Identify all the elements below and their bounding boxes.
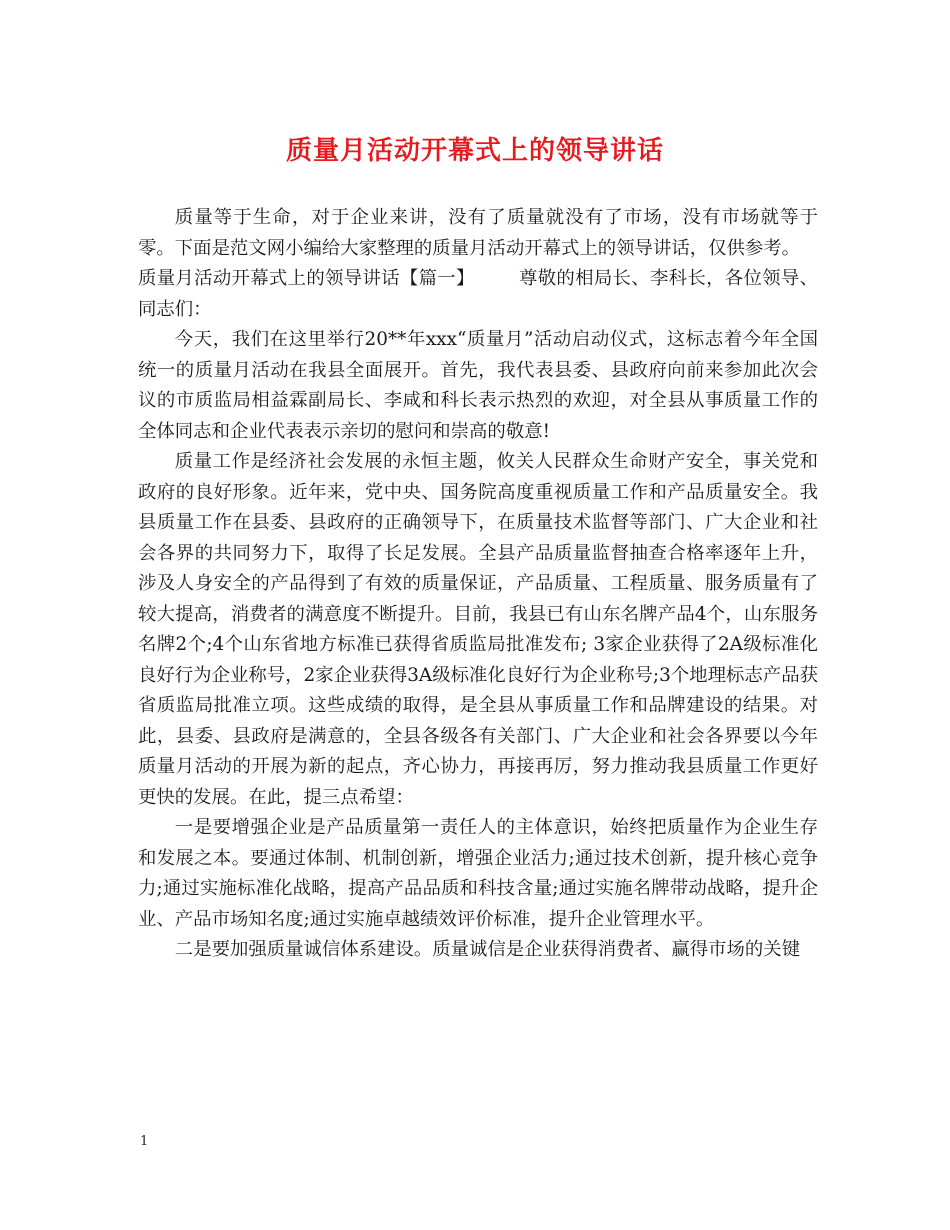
- paragraph-4: 二是要加强质量诚信体系建设。质量诚信是企业获得消费者、赢得市场的关键: [174, 939, 801, 960]
- salutation: 尊敬的相局长、李科长，各位领导、同志们：: [138, 268, 818, 320]
- page-number: 1: [140, 1134, 149, 1149]
- intro-paragraph: 质量等于生命，对于企业来讲，没有了质量就没有了市场，没有市场就等于零。下面是范文网小编给大家整理的质量月活动开幕式上的领导讲话，仅供参考。: [138, 207, 818, 259]
- document-title: 质量月活动开幕式上的领导讲话: [285, 136, 664, 166]
- paragraph-2: 质量工作是经济社会发展的永恒主题，攸关人民群众生命财产安全，事关党和政府的良好形象。近年来，党中央、国务院高度重视质量工作和产品质量安全。我县质量工作在县委、县政府的正确领导下，在质量技术监督等部门、广大企业和社会各界的共同努力下，取得了长足发展。全县产品质量监督抽查合格率逐年上升，涉及人身安全的产品得到了有效的质量保证，产品质量、工程质量、服务质量有了较大提高，消费者的满意度不断提升。目前，我县已有山东名牌产品4个，山东服务名牌2个;4个山东省地方标准已获得省质监局批准发布; 3家企业获得了2A级标准化良好行为企业称号，2家企业获得3A级标准化良好行为企业称号;3个地理标志产品获省质监局批准立项。这些成绩的取得，是全县从事质量工作和品牌建设的结果。对此，县委、县政府是满意的，全县各级各有关部门、广大企业和社会各界要以今年质量月活动的开展为新的起点，齐心协力，再接再厉，努力推动我县质量工作更好更快的发展。在此，提三点希望：: [138, 451, 818, 808]
- paragraph-1: 今天，我们在这里举行20**年xxx“质量月”活动启动仪式，这标志着今年全国统一的质量月活动在我县全面展开。首先，我代表县委、县政府向前来参加此次会议的市质监局相益霖副局长、李咸和科长表示热烈的欢迎，对全县从事质量工作的全体同志和企业代表表示亲切的慰问和崇高的敬意!: [138, 329, 818, 442]
- section-heading-line: [138, 264, 818, 325]
- paragraph-3: 一是要增强企业是产品质量第一责任人的主体意识，始终把质量作为企业生存和发展之本。要通过体制、机制创新，增强企业活力;通过技术创新，提升核心竞争力;通过实施标准化战略，提高产品品质和科技含量;通过实施名牌带动战略，提升企业、产品市场知名度;通过实施卓越绩效评价标准，提升企业管理水平。: [138, 817, 818, 930]
- section-heading: 质量月活动开幕式上的领导讲话【篇一】: [138, 268, 475, 289]
- document-body: [138, 203, 818, 966]
